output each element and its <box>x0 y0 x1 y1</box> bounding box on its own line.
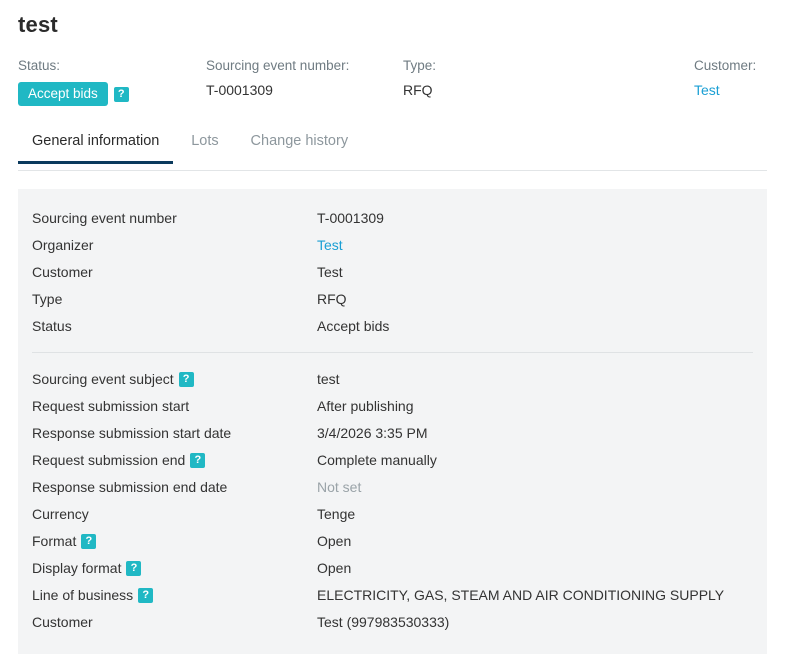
detail-label: Response submission start date <box>32 425 232 441</box>
summary-field-status <box>18 58 129 106</box>
detail-value: Accept bids <box>317 318 390 334</box>
sourcing-event-number-label: Sourcing event number: <box>206 58 350 73</box>
detail-row <box>18 501 767 528</box>
summary-field-type <box>403 58 436 98</box>
type-label: Type: <box>403 58 437 73</box>
detail-value: Open <box>317 533 352 549</box>
status-badge: Accept bids <box>18 82 108 106</box>
detail-label: Status <box>32 318 72 334</box>
summary-field-customer <box>694 58 756 98</box>
detail-row <box>18 582 767 609</box>
detail-label-text: Request submission end <box>32 452 186 468</box>
tab-general-information[interactable]: General information <box>18 133 173 164</box>
tab-change-history[interactable]: Change history <box>250 133 349 149</box>
detail-row <box>18 420 767 447</box>
detail-row <box>18 286 767 313</box>
type-value: RFQ <box>403 82 433 98</box>
detail-label-text: Display format <box>32 560 122 576</box>
detail-value: Not set <box>317 479 362 495</box>
detail-row <box>18 528 767 555</box>
help-icon-request-submission-end[interactable]: ? <box>190 453 205 468</box>
general-information-panel <box>18 189 767 654</box>
detail-row <box>18 205 767 232</box>
detail-row <box>18 555 767 582</box>
help-icon-status[interactable]: ? <box>114 87 129 102</box>
detail-value: test <box>317 371 340 387</box>
detail-value: ELECTRICITY, GAS, STEAM AND AIR CONDITIONING SUPPLY <box>317 587 725 603</box>
detail-value: 3/4/2026 3:35 PM <box>317 425 428 441</box>
help-icon-format[interactable]: ? <box>81 534 96 549</box>
detail-value: T-0001309 <box>317 210 384 226</box>
detail-row <box>18 313 767 340</box>
detail-label <box>32 366 317 393</box>
detail-label <box>32 582 317 609</box>
detail-value: Complete manually <box>317 452 437 468</box>
detail-row <box>18 232 767 259</box>
detail-label: Currency <box>32 506 89 522</box>
help-icon-display-format[interactable]: ? <box>126 561 141 576</box>
tab-bar <box>18 132 767 171</box>
page-title: test <box>18 12 58 37</box>
detail-row <box>18 474 767 501</box>
detail-label: Type <box>32 291 63 307</box>
detail-label: Response submission end date <box>32 479 228 495</box>
detail-label <box>32 447 317 474</box>
detail-value: Test <box>317 264 343 280</box>
detail-row <box>18 393 767 420</box>
status-value-wrap <box>18 85 129 101</box>
sourcing-event-number-value: T-0001309 <box>206 82 273 98</box>
detail-row <box>18 366 767 393</box>
detail-label: Sourcing event number <box>32 210 177 226</box>
detail-label: Customer <box>32 614 93 630</box>
customer-link[interactable]: Test <box>694 82 720 98</box>
details-group-secondary <box>18 366 767 636</box>
detail-value: Tenge <box>317 506 356 522</box>
detail-row <box>18 259 767 286</box>
detail-label: Customer <box>32 264 93 280</box>
summary-bar <box>18 58 767 110</box>
details-group-primary <box>18 205 767 340</box>
help-icon-line-of-business[interactable]: ? <box>138 588 153 603</box>
detail-value: Test (997983530333) <box>317 614 450 630</box>
detail-label <box>32 555 317 582</box>
summary-field-sourcing-event-number <box>206 58 349 98</box>
detail-label: Request submission start <box>32 398 190 414</box>
customer-label: Customer: <box>694 58 757 73</box>
detail-label-text: Sourcing event subject <box>32 371 174 387</box>
detail-value: Open <box>317 560 352 576</box>
sourcing-event-page <box>0 12 785 662</box>
detail-value: RFQ <box>317 291 347 307</box>
help-icon-sourcing-event-subject[interactable]: ? <box>179 372 194 387</box>
detail-value: After publishing <box>317 398 414 414</box>
section-divider <box>32 352 753 353</box>
detail-label <box>32 528 317 555</box>
detail-label-text: Line of business <box>32 587 134 603</box>
detail-label: Organizer <box>32 237 94 253</box>
detail-row <box>18 609 767 636</box>
detail-row <box>18 447 767 474</box>
detail-label-text: Format <box>32 533 77 549</box>
detail-value-organizer-link[interactable]: Test <box>317 237 343 253</box>
tab-lots[interactable]: Lots <box>191 133 219 149</box>
status-label: Status: <box>18 58 61 73</box>
